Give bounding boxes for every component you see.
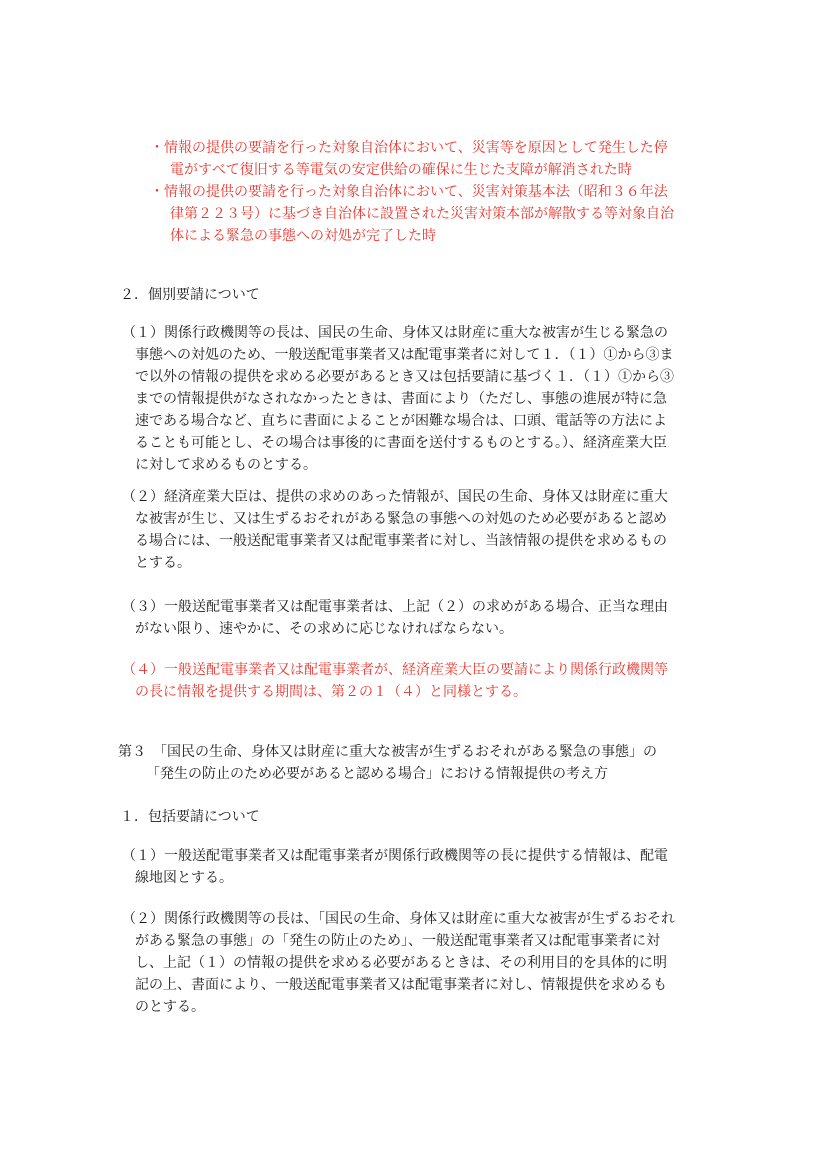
section2-item-2 bbox=[122, 490, 668, 578]
paragraph-line: る場合には、一般送配電事業者又は配電事業者に対し、当該情報の提供を求めるもの bbox=[135, 533, 667, 549]
paragraph-line: とする。 bbox=[135, 555, 191, 571]
paragraph-line: の長に情報を提供する期間は、第２の１（４）と同様とする。 bbox=[135, 684, 527, 700]
paragraph-line: のとする。 bbox=[135, 999, 205, 1015]
bullet-line: ・情報の提供の要請を行った対象自治体において、災害等を原因として発生した停 bbox=[150, 140, 668, 156]
paragraph-line: （３）一般送配電事業者又は配電事業者は、上記（２）の求めがある場合、正当な理由 bbox=[122, 599, 668, 615]
paragraph-line: に対して求めるものとする。 bbox=[135, 457, 317, 473]
bullet-line: 律第２２３号）に基づき自治体に設置された災害対策本部が解散する等対象自治 bbox=[170, 206, 674, 222]
section2-heading bbox=[120, 288, 260, 302]
bullet-line: 電がすべて復旧する等電気の安定供給の確保に生じた支障が解消された時 bbox=[170, 162, 632, 178]
paragraph-line: （４）一般送配電事業者又は配電事業者が、経済産業大臣の要請により関係行政機関等 bbox=[122, 662, 668, 678]
paragraph-line: （１）関係行政機関等の長は、国民の生命、身体又は財産に重大な被害が生じる緊急の bbox=[122, 325, 668, 341]
paragraph-line: （２）経済産業大臣は、提供の求めのあった情報が、国民の生命、身体又は財産に重大 bbox=[122, 489, 668, 505]
paragraph-line: （２）関係行政機関等の長は、「国民の生命、身体又は財産に重大な被害が生ずるおそれ bbox=[122, 911, 675, 927]
paragraph-line: がある緊急の事態」の「発生の防止のため」、一般送配電事業者又は配電事業者に対 bbox=[135, 933, 660, 949]
paragraph-line: で以外の情報の提供を求める必要があるとき又は包括要請に基づく１．（１）①から③ bbox=[135, 369, 674, 385]
paragraph-line: （１）一般送配電事業者又は配電事業者が関係行政機関等の長に提供する情報は、配電 bbox=[122, 848, 668, 864]
bullet-line: 体による緊急の事態への対処が完了した時 bbox=[170, 228, 436, 244]
section2-item-3 bbox=[122, 600, 668, 644]
section3-heading bbox=[118, 745, 657, 789]
paragraph-line: 記の上、書面により、一般送配電事業者又は配電事業者に対し、情報提供を求めるも bbox=[135, 977, 667, 993]
section3-item-1 bbox=[122, 849, 668, 893]
paragraph-line: 線地図とする。 bbox=[135, 870, 233, 886]
paragraph-line: がない限り、速やかに、その求めに応じなければならない。 bbox=[135, 621, 513, 637]
heading-line: 第３ 「国民の生命、身体又は財産に重大な被害が生ずるおそれがある緊急の事態」の bbox=[118, 744, 657, 760]
section2-item-1 bbox=[122, 326, 674, 480]
paragraph-line: な被害が生じ、又は生ずるおそれがある緊急の事態への対処のため必要があると認め bbox=[135, 511, 667, 527]
paragraph-line: ることも可能とし、その場合は事後的に書面を送付するものとする。）、経済産業大臣 bbox=[135, 435, 667, 451]
paragraph-line: までの情報提供がなされなかったときは、書面により（ただし、事態の進展が特に急 bbox=[135, 391, 667, 407]
bullet-line: ・情報の提供の要請を行った対象自治体において、災害対策基本法（昭和３６年法 bbox=[150, 184, 668, 200]
heading-text: ２．個別要請について bbox=[120, 287, 260, 303]
heading-text: １．包括要請について bbox=[120, 809, 260, 825]
section2-item-4 bbox=[122, 663, 668, 707]
heading-line: 「発生の防止のため必要があると認める場合」における情報提供の考え方 bbox=[146, 766, 608, 782]
paragraph-line: し、上記（１）の情報の提供を求める必要があるときは、その利用目的を具体的に明 bbox=[135, 955, 667, 971]
red-bullet-list bbox=[150, 141, 674, 251]
section3-sub-heading bbox=[120, 810, 260, 824]
paragraph-line: 速である場合など、直ちに書面によることが困難な場合は、口頭、電話等の方法によ bbox=[135, 413, 667, 429]
section3-item-2 bbox=[122, 912, 675, 1022]
paragraph-line: 事態への対処のため、一般送配電事業者又は配電事業者に対して１．（１）①から③ま bbox=[135, 347, 674, 363]
